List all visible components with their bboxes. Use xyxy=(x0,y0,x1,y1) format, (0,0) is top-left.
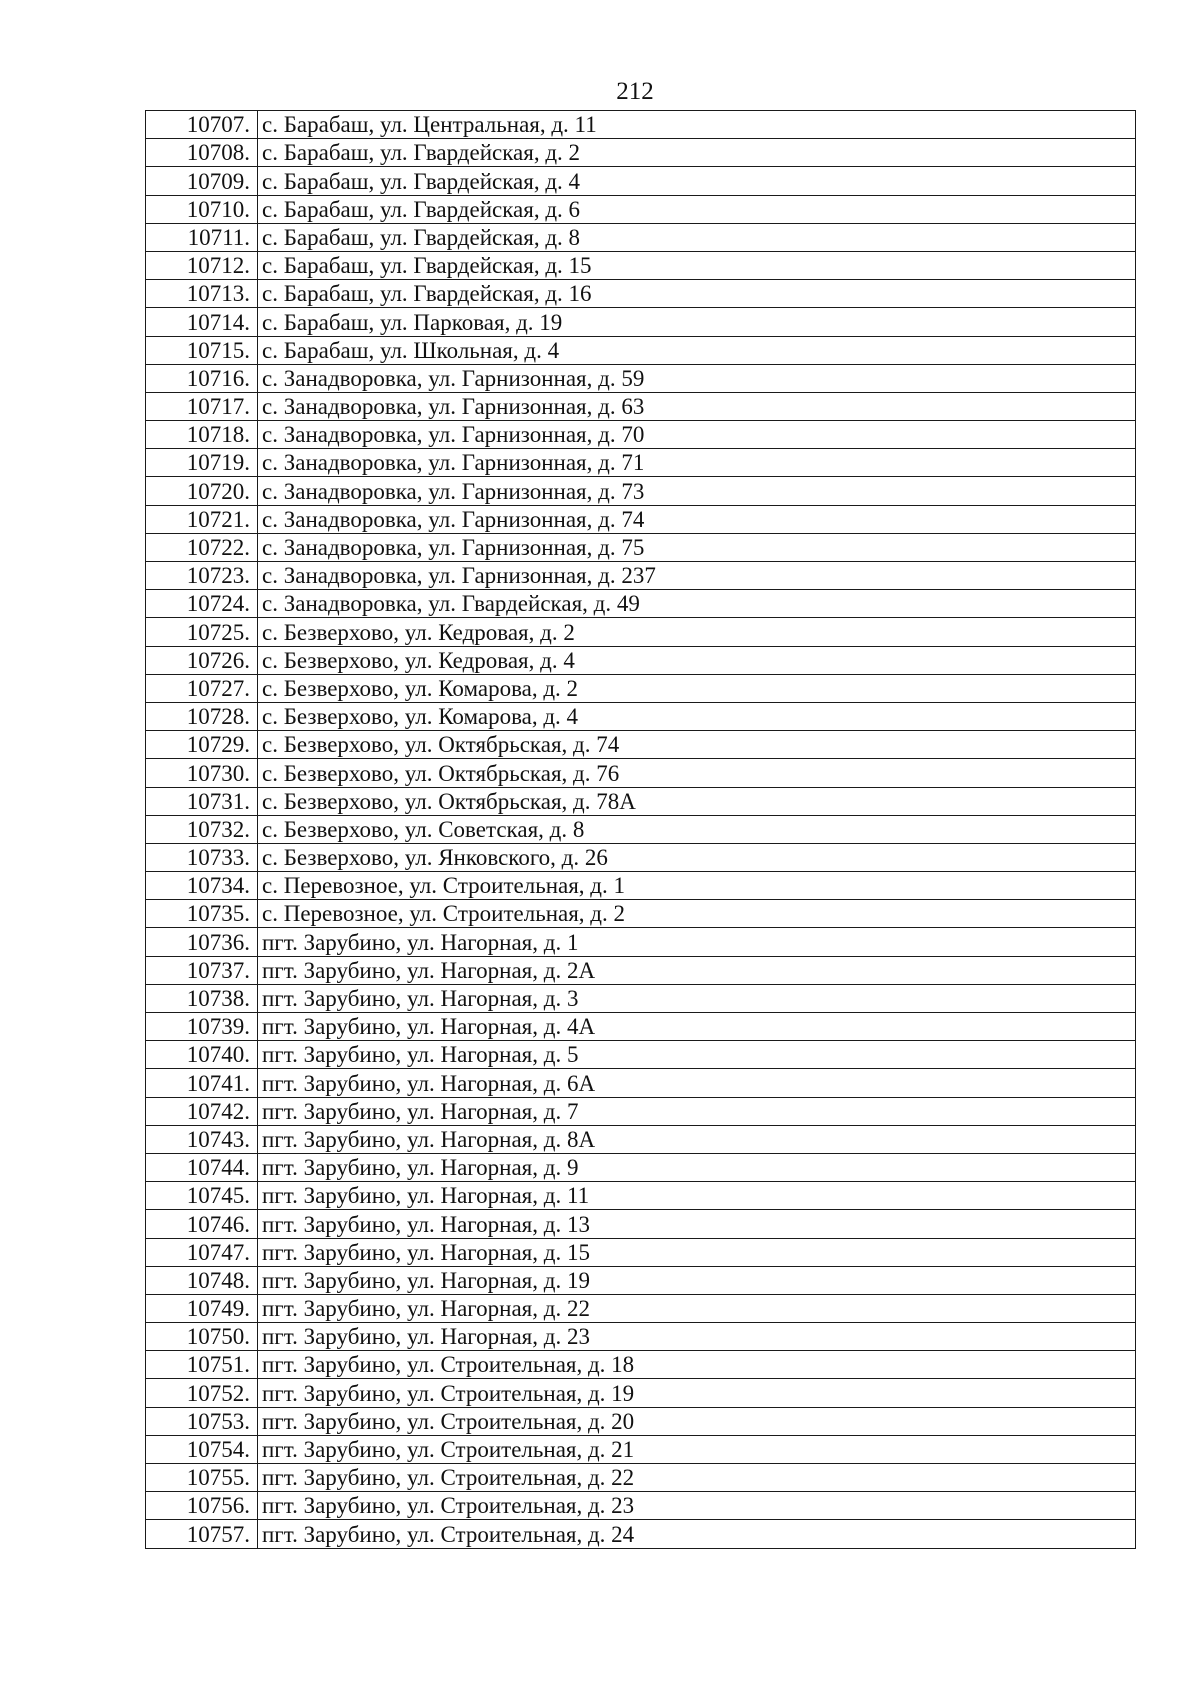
table-row xyxy=(146,1407,1136,1435)
table-row xyxy=(146,759,1136,787)
row-number-cell: 10743. xyxy=(146,1125,258,1153)
row-number-cell: 10723. xyxy=(146,562,258,590)
table-row xyxy=(146,815,1136,843)
row-number-cell: 10731. xyxy=(146,787,258,815)
table-row xyxy=(146,1492,1136,1520)
table-row xyxy=(146,195,1136,223)
address-cell: пгт. Зарубино, ул. Строительная, д. 23 xyxy=(258,1492,1136,1520)
row-number-cell: 10739. xyxy=(146,1013,258,1041)
address-cell: пгт. Зарубино, ул. Нагорная, д. 1 xyxy=(258,928,1136,956)
address-cell: пгт. Зарубино, ул. Нагорная, д. 22 xyxy=(258,1294,1136,1322)
row-number-cell: 10749. xyxy=(146,1294,258,1322)
address-cell: с. Барабаш, ул. Гвардейская, д. 6 xyxy=(258,195,1136,223)
row-number-cell: 10716. xyxy=(146,364,258,392)
table-row xyxy=(146,1464,1136,1492)
address-cell: пгт. Зарубино, ул. Строительная, д. 19 xyxy=(258,1379,1136,1407)
address-cell: с. Барабаш, ул. Гвардейская, д. 2 xyxy=(258,139,1136,167)
row-number-cell: 10727. xyxy=(146,674,258,702)
row-number-cell: 10734. xyxy=(146,872,258,900)
table-row xyxy=(146,562,1136,590)
address-cell: пгт. Зарубино, ул. Нагорная, д. 19 xyxy=(258,1266,1136,1294)
row-number-cell: 10709. xyxy=(146,167,258,195)
row-number-cell: 10730. xyxy=(146,759,258,787)
row-number-cell: 10755. xyxy=(146,1464,258,1492)
address-cell: пгт. Зарубино, ул. Нагорная, д. 2А xyxy=(258,956,1136,984)
table-row xyxy=(146,364,1136,392)
row-number-cell: 10745. xyxy=(146,1182,258,1210)
row-number-cell: 10715. xyxy=(146,336,258,364)
address-cell: с. Барабаш, ул. Центральная, д. 11 xyxy=(258,111,1136,139)
address-cell: с. Барабаш, ул. Гвардейская, д. 4 xyxy=(258,167,1136,195)
row-number-cell: 10736. xyxy=(146,928,258,956)
address-cell: с. Занадворовка, ул. Гарнизонная, д. 75 xyxy=(258,533,1136,561)
row-number-cell: 10714. xyxy=(146,308,258,336)
table-row xyxy=(146,872,1136,900)
table-row xyxy=(146,1182,1136,1210)
table-row xyxy=(146,421,1136,449)
table-row xyxy=(146,477,1136,505)
row-number-cell: 10752. xyxy=(146,1379,258,1407)
row-number-cell: 10742. xyxy=(146,1097,258,1125)
table-row xyxy=(146,336,1136,364)
address-cell: пгт. Зарубино, ул. Нагорная, д. 6А xyxy=(258,1069,1136,1097)
table-row xyxy=(146,590,1136,618)
address-cell: с. Перевозное, ул. Строительная, д. 1 xyxy=(258,872,1136,900)
row-number-cell: 10712. xyxy=(146,251,258,279)
address-cell: с. Занадворовка, ул. Гарнизонная, д. 71 xyxy=(258,449,1136,477)
table-row xyxy=(146,223,1136,251)
table-row xyxy=(146,674,1136,702)
table-row xyxy=(146,449,1136,477)
row-number-cell: 10738. xyxy=(146,984,258,1012)
address-cell: с. Занадворовка, ул. Гарнизонная, д. 74 xyxy=(258,505,1136,533)
table-row xyxy=(146,928,1136,956)
row-number-cell: 10733. xyxy=(146,843,258,871)
page-number: 212 xyxy=(616,78,654,105)
row-number-cell: 10724. xyxy=(146,590,258,618)
address-table xyxy=(145,110,1136,1549)
row-number-cell: 10756. xyxy=(146,1492,258,1520)
table-row xyxy=(146,702,1136,730)
row-number-cell: 10757. xyxy=(146,1520,258,1548)
row-number-cell: 10741. xyxy=(146,1069,258,1097)
table-row xyxy=(146,1069,1136,1097)
address-cell: пгт. Зарубино, ул. Нагорная, д. 11 xyxy=(258,1182,1136,1210)
row-number-cell: 10718. xyxy=(146,421,258,449)
row-number-cell: 10748. xyxy=(146,1266,258,1294)
address-cell: пгт. Зарубино, ул. Нагорная, д. 13 xyxy=(258,1210,1136,1238)
row-number-cell: 10707. xyxy=(146,111,258,139)
address-cell: с. Барабаш, ул. Парковая, д. 19 xyxy=(258,308,1136,336)
address-cell: пгт. Зарубино, ул. Строительная, д. 21 xyxy=(258,1435,1136,1463)
row-number-cell: 10740. xyxy=(146,1041,258,1069)
table-row xyxy=(146,251,1136,279)
address-cell: с. Занадворовка, ул. Гвардейская, д. 49 xyxy=(258,590,1136,618)
table-row xyxy=(146,1266,1136,1294)
table-row xyxy=(146,900,1136,928)
row-number-cell: 10717. xyxy=(146,392,258,420)
address-cell: с. Безверхово, ул. Октябрьская, д. 74 xyxy=(258,731,1136,759)
table-row xyxy=(146,731,1136,759)
row-number-cell: 10754. xyxy=(146,1435,258,1463)
table-row xyxy=(146,787,1136,815)
address-cell: с. Барабаш, ул. Гвардейская, д. 16 xyxy=(258,280,1136,308)
address-cell: с. Безверхово, ул. Комарова, д. 2 xyxy=(258,674,1136,702)
row-number-cell: 10710. xyxy=(146,195,258,223)
address-table-body xyxy=(146,111,1136,1549)
table-row xyxy=(146,308,1136,336)
table-row xyxy=(146,1323,1136,1351)
table-row xyxy=(146,1125,1136,1153)
table-row xyxy=(146,533,1136,561)
row-number-cell: 10722. xyxy=(146,533,258,561)
table-row xyxy=(146,505,1136,533)
address-cell: пгт. Зарубино, ул. Нагорная, д. 4А xyxy=(258,1013,1136,1041)
table-row xyxy=(146,1210,1136,1238)
address-cell: пгт. Зарубино, ул. Нагорная, д. 9 xyxy=(258,1153,1136,1181)
address-cell: с. Безверхово, ул. Кедровая, д. 4 xyxy=(258,646,1136,674)
table-row xyxy=(146,111,1136,139)
row-number-cell: 10713. xyxy=(146,280,258,308)
row-number-cell: 10735. xyxy=(146,900,258,928)
address-cell: с. Занадворовка, ул. Гарнизонная, д. 59 xyxy=(258,364,1136,392)
address-cell: с. Занадворовка, ул. Гарнизонная, д. 237 xyxy=(258,562,1136,590)
table-row xyxy=(146,984,1136,1012)
address-cell: пгт. Зарубино, ул. Нагорная, д. 23 xyxy=(258,1323,1136,1351)
row-number-cell: 10746. xyxy=(146,1210,258,1238)
address-cell: с. Барабаш, ул. Школьная, д. 4 xyxy=(258,336,1136,364)
table-row xyxy=(146,139,1136,167)
address-cell: пгт. Зарубино, ул. Нагорная, д. 8А xyxy=(258,1125,1136,1153)
address-cell: с. Барабаш, ул. Гвардейская, д. 15 xyxy=(258,251,1136,279)
address-cell: с. Барабаш, ул. Гвардейская, д. 8 xyxy=(258,223,1136,251)
address-cell: пгт. Зарубино, ул. Нагорная, д. 7 xyxy=(258,1097,1136,1125)
address-cell: с. Безверхово, ул. Октябрьская, д. 76 xyxy=(258,759,1136,787)
row-number-cell: 10721. xyxy=(146,505,258,533)
address-cell: с. Безверхово, ул. Янковского, д. 26 xyxy=(258,843,1136,871)
row-number-cell: 10751. xyxy=(146,1351,258,1379)
row-number-cell: 10729. xyxy=(146,731,258,759)
table-row xyxy=(146,1520,1136,1548)
address-cell: с. Безверхово, ул. Октябрьская, д. 78А xyxy=(258,787,1136,815)
address-cell: пгт. Зарубино, ул. Строительная, д. 18 xyxy=(258,1351,1136,1379)
address-cell: с. Занадворовка, ул. Гарнизонная, д. 70 xyxy=(258,421,1136,449)
address-cell: с. Занадворовка, ул. Гарнизонная, д. 73 xyxy=(258,477,1136,505)
row-number-cell: 10711. xyxy=(146,223,258,251)
row-number-cell: 10725. xyxy=(146,618,258,646)
table-row xyxy=(146,1153,1136,1181)
table-row xyxy=(146,1097,1136,1125)
address-cell: пгт. Зарубино, ул. Строительная, д. 20 xyxy=(258,1407,1136,1435)
address-cell: с. Безверхово, ул. Кедровая, д. 2 xyxy=(258,618,1136,646)
table-row xyxy=(146,618,1136,646)
table-row xyxy=(146,167,1136,195)
table-row xyxy=(146,1351,1136,1379)
table-row xyxy=(146,843,1136,871)
table-row xyxy=(146,1041,1136,1069)
row-number-cell: 10750. xyxy=(146,1323,258,1351)
row-number-cell: 10747. xyxy=(146,1238,258,1266)
address-cell: с. Занадворовка, ул. Гарнизонная, д. 63 xyxy=(258,392,1136,420)
row-number-cell: 10744. xyxy=(146,1153,258,1181)
address-cell: пгт. Зарубино, ул. Строительная, д. 22 xyxy=(258,1464,1136,1492)
address-cell: пгт. Зарубино, ул. Нагорная, д. 5 xyxy=(258,1041,1136,1069)
table-row xyxy=(146,1013,1136,1041)
address-cell: пгт. Зарубино, ул. Нагорная, д. 3 xyxy=(258,984,1136,1012)
table-row xyxy=(146,392,1136,420)
row-number-cell: 10719. xyxy=(146,449,258,477)
row-number-cell: 10732. xyxy=(146,815,258,843)
row-number-cell: 10726. xyxy=(146,646,258,674)
table-row xyxy=(146,646,1136,674)
row-number-cell: 10737. xyxy=(146,956,258,984)
address-cell: пгт. Зарубино, ул. Нагорная, д. 15 xyxy=(258,1238,1136,1266)
table-row xyxy=(146,1294,1136,1322)
address-cell: пгт. Зарубино, ул. Строительная, д. 24 xyxy=(258,1520,1136,1548)
row-number-cell: 10708. xyxy=(146,139,258,167)
row-number-cell: 10728. xyxy=(146,702,258,730)
table-row xyxy=(146,1435,1136,1463)
table-row xyxy=(146,280,1136,308)
address-cell: с. Безверхово, ул. Советская, д. 8 xyxy=(258,815,1136,843)
table-row xyxy=(146,1379,1136,1407)
address-cell: с. Перевозное, ул. Строительная, д. 2 xyxy=(258,900,1136,928)
row-number-cell: 10753. xyxy=(146,1407,258,1435)
address-cell: с. Безверхово, ул. Комарова, д. 4 xyxy=(258,702,1136,730)
table-row xyxy=(146,956,1136,984)
row-number-cell: 10720. xyxy=(146,477,258,505)
table-row xyxy=(146,1238,1136,1266)
